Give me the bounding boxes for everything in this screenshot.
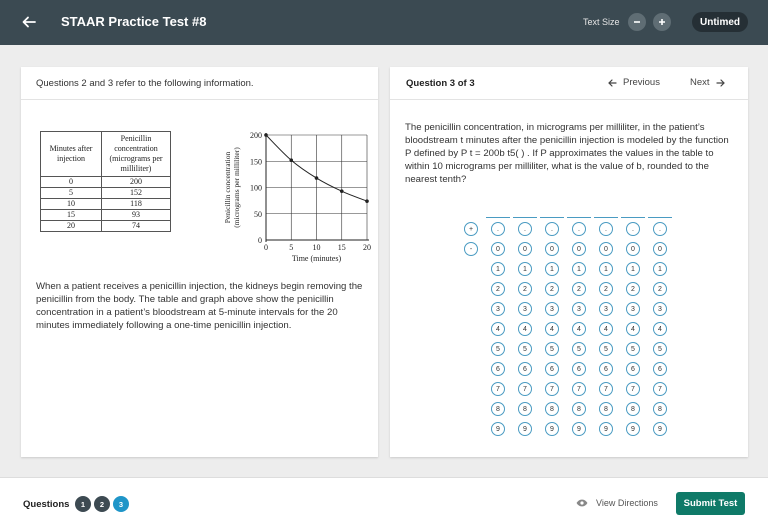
digit-bubble-6[interactable]: 6 [518,362,532,376]
digit-bubble-6[interactable]: 6 [491,362,505,376]
digit-bubble-3[interactable]: 3 [518,302,532,316]
digit-bubble-0[interactable]: 0 [518,242,532,256]
digit-bubble-2[interactable]: 2 [626,282,640,296]
answer-entry-slot[interactable] [648,216,672,218]
digit-bubble-3[interactable]: 3 [599,302,613,316]
digit-bubble-5[interactable]: 5 [599,342,613,356]
increase-text-size-button[interactable] [653,13,671,31]
digit-bubble-0[interactable]: 0 [653,242,667,256]
table-cell: 200 [102,177,171,188]
digit-bubble-1[interactable]: 1 [626,262,640,276]
arrow-left-icon [22,16,36,28]
next-label: Next [690,77,710,88]
y-tick-label: 50 [254,209,262,219]
digit-bubble-6[interactable]: 6 [653,362,667,376]
answer-entry-slot[interactable] [567,216,591,218]
digit-bubble-2[interactable]: 2 [518,282,532,296]
y-axis-label-line: (micrograms per milliliter) [232,147,241,228]
question-nav-1[interactable]: 1 [75,496,91,512]
digit-bubble-4[interactable]: 4 [491,322,505,336]
digit-bubble-9[interactable]: 9 [491,422,505,436]
table-header-minutes: Minutes after injection [41,132,102,177]
digit-bubble-7[interactable]: 7 [626,382,640,396]
data-point [340,189,344,193]
digit-bubble-5[interactable]: 5 [572,342,586,356]
question-stem: The penicillin concentration, in micrograms per milliliter, in the patient’s bloodstream t minutes after the penicillin injection is modeled by the function P defined by P t = 200b t5( ) . If P approximates the values in the table to within 10 micrograms per milliliter, what is the value of b, rounded to the nearest tenth? [405,122,729,185]
digit-bubble-9[interactable]: 9 [599,422,613,436]
digit-bubble-2[interactable]: 2 [653,282,667,296]
next-question-button[interactable] [690,77,725,88]
table-cell: 93 [102,210,171,221]
answer-entry-slot[interactable] [486,216,510,218]
digit-bubble-5[interactable]: 5 [653,342,667,356]
table-row [41,199,171,210]
digit-bubble-8[interactable]: 8 [545,402,559,416]
table-row [41,177,171,188]
x-axis-label: Time (minutes) [291,254,342,263]
decimal-bubble[interactable]: . [518,222,532,236]
digit-bubble-8[interactable]: 8 [626,402,640,416]
y-tick-label: 100 [250,183,262,193]
digit-bubble-1[interactable]: 1 [491,262,505,276]
digit-bubble-9[interactable]: 9 [572,422,586,436]
minus-icon [633,18,641,26]
x-tick-label: 20 [363,243,371,252]
digit-bubble-7[interactable]: 7 [518,382,532,396]
digit-bubble-6[interactable]: 6 [545,362,559,376]
passage-intro: Questions 2 and 3 refer to the following information. [36,78,254,89]
answer-entry-slot[interactable] [621,216,645,218]
digit-bubble-0[interactable]: 0 [491,242,505,256]
arrow-left-icon [608,79,617,87]
answer-entry-slot[interactable] [594,216,618,218]
digit-bubble-5[interactable]: 5 [545,342,559,356]
digit-bubble-4[interactable]: 4 [545,322,559,336]
x-tick-label: 5 [289,243,294,252]
test-title: STAAR Practice Test #8 [61,14,207,29]
digit-bubble-4[interactable]: 4 [653,322,667,336]
y-axis-label-line: Penicillin concentration [223,151,232,224]
data-point [264,133,268,137]
table-cell: 15 [41,210,102,221]
digit-bubble-8[interactable]: 8 [518,402,532,416]
sign-plus-bubble[interactable]: + [464,222,478,236]
table-cell: 74 [102,221,171,232]
table-cell: 10 [41,199,102,210]
top-bar [0,0,768,45]
digit-bubble-2[interactable]: 2 [599,282,613,296]
digit-bubble-3[interactable]: 3 [626,302,640,316]
data-point [365,199,369,203]
previous-question-button[interactable] [608,77,660,88]
table-cell: 20 [41,221,102,232]
x-tick-label: 15 [337,243,346,252]
decimal-bubble[interactable]: . [545,222,559,236]
table-row [41,210,171,221]
digit-bubble-7[interactable]: 7 [491,382,505,396]
decimal-bubble[interactable]: . [572,222,586,236]
table-row [41,221,171,232]
digit-bubble-6[interactable]: 6 [599,362,613,376]
decimal-bubble[interactable]: . [491,222,505,236]
digit-bubble-3[interactable]: 3 [653,302,667,316]
digit-bubble-7[interactable]: 7 [572,382,586,396]
digit-bubble-2[interactable]: 2 [491,282,505,296]
question-nav-3[interactable]: 3 [113,496,129,512]
digit-bubble-5[interactable]: 5 [518,342,532,356]
submit-test-button[interactable]: Submit Test [676,492,745,515]
question-panel [390,67,748,457]
decimal-bubble[interactable]: . [626,222,640,236]
table-cell: 118 [102,199,171,210]
digit-bubble-8[interactable]: 8 [491,402,505,416]
previous-label: Previous [623,77,660,88]
answer-entry-slot[interactable] [540,216,564,218]
digit-bubble-8[interactable]: 8 [599,402,613,416]
digit-bubble-0[interactable]: 0 [599,242,613,256]
decrease-text-size-button[interactable] [628,13,646,31]
y-tick-label: 200 [250,131,262,140]
text-size-label: Text Size [583,17,620,27]
digit-bubble-5[interactable]: 5 [491,342,505,356]
table-row [41,188,171,199]
view-directions-label: View Directions [596,498,658,508]
digit-bubble-9[interactable]: 9 [545,422,559,436]
digit-bubble-9[interactable]: 9 [518,422,532,436]
data-point [289,158,293,162]
digit-bubble-1[interactable]: 1 [599,262,613,276]
table-cell: 5 [41,188,102,199]
y-tick-label: 150 [250,157,262,167]
digit-bubble-6[interactable]: 6 [626,362,640,376]
sign-minus-bubble[interactable]: - [464,242,478,256]
digit-bubble-0[interactable]: 0 [545,242,559,256]
digit-bubble-3[interactable]: 3 [491,302,505,316]
x-tick-label: 0 [264,243,268,252]
arrow-right-icon [716,79,725,87]
plus-icon [658,18,666,26]
question-nav-2[interactable]: 2 [94,496,110,512]
table-cell: 152 [102,188,171,199]
digit-bubble-1[interactable]: 1 [653,262,667,276]
questions-label: Questions [23,499,70,510]
digit-bubble-8[interactable]: 8 [572,402,586,416]
digit-bubble-1[interactable]: 1 [545,262,559,276]
digit-bubble-2[interactable]: 2 [572,282,586,296]
digit-bubble-0[interactable]: 0 [572,242,586,256]
digit-bubble-3[interactable]: 3 [572,302,586,316]
digit-bubble-0[interactable]: 0 [626,242,640,256]
decimal-bubble[interactable]: . [653,222,667,236]
penicillin-chart [204,128,371,270]
answer-entry-slot[interactable] [513,216,537,218]
digit-bubble-7[interactable]: 7 [545,382,559,396]
timer-badge: Untimed [692,12,748,32]
question-panel-header [390,67,748,100]
digit-bubble-4[interactable]: 4 [572,322,586,336]
passage-text: When a patient receives a penicillin injection, the kidneys begin removing the penicillin from the body. The table and graph above show the penicillin concentration in a patient’s bloodstream at 5-minute intervals for the 20 minutes immediately following a one-time penicillin injection. [36,281,363,331]
decimal-bubble[interactable]: . [599,222,613,236]
table-cell: 0 [41,177,102,188]
digit-bubble-1[interactable]: 1 [518,262,532,276]
data-table [40,131,171,232]
digit-bubble-9[interactable]: 9 [653,422,667,436]
digit-bubble-7[interactable]: 7 [599,382,613,396]
digit-bubble-5[interactable]: 5 [626,342,640,356]
y-tick-label: 0 [258,236,262,245]
bottom-bar [0,477,768,529]
x-tick-label: 10 [312,243,321,252]
back-button[interactable] [18,11,40,33]
digit-bubble-8[interactable]: 8 [653,402,667,416]
digit-bubble-7[interactable]: 7 [653,382,667,396]
digit-bubble-3[interactable]: 3 [545,302,559,316]
digit-bubble-1[interactable]: 1 [572,262,586,276]
digit-bubble-4[interactable]: 4 [626,322,640,336]
table-header-concentration: Penicillin concentration (micrograms per milliliter) [102,132,171,177]
digit-bubble-6[interactable]: 6 [572,362,586,376]
y-axis-label [223,147,241,228]
digit-bubble-9[interactable]: 9 [626,422,640,436]
passage-panel [21,67,378,457]
question-counter: Question 3 of 3 [406,78,475,89]
eye-icon [576,499,588,507]
digit-bubble-4[interactable]: 4 [599,322,613,336]
data-point [315,176,319,180]
view-directions-button[interactable] [576,498,658,508]
passage-panel-header [21,67,378,100]
digit-bubble-4[interactable]: 4 [518,322,532,336]
digit-bubble-2[interactable]: 2 [545,282,559,296]
